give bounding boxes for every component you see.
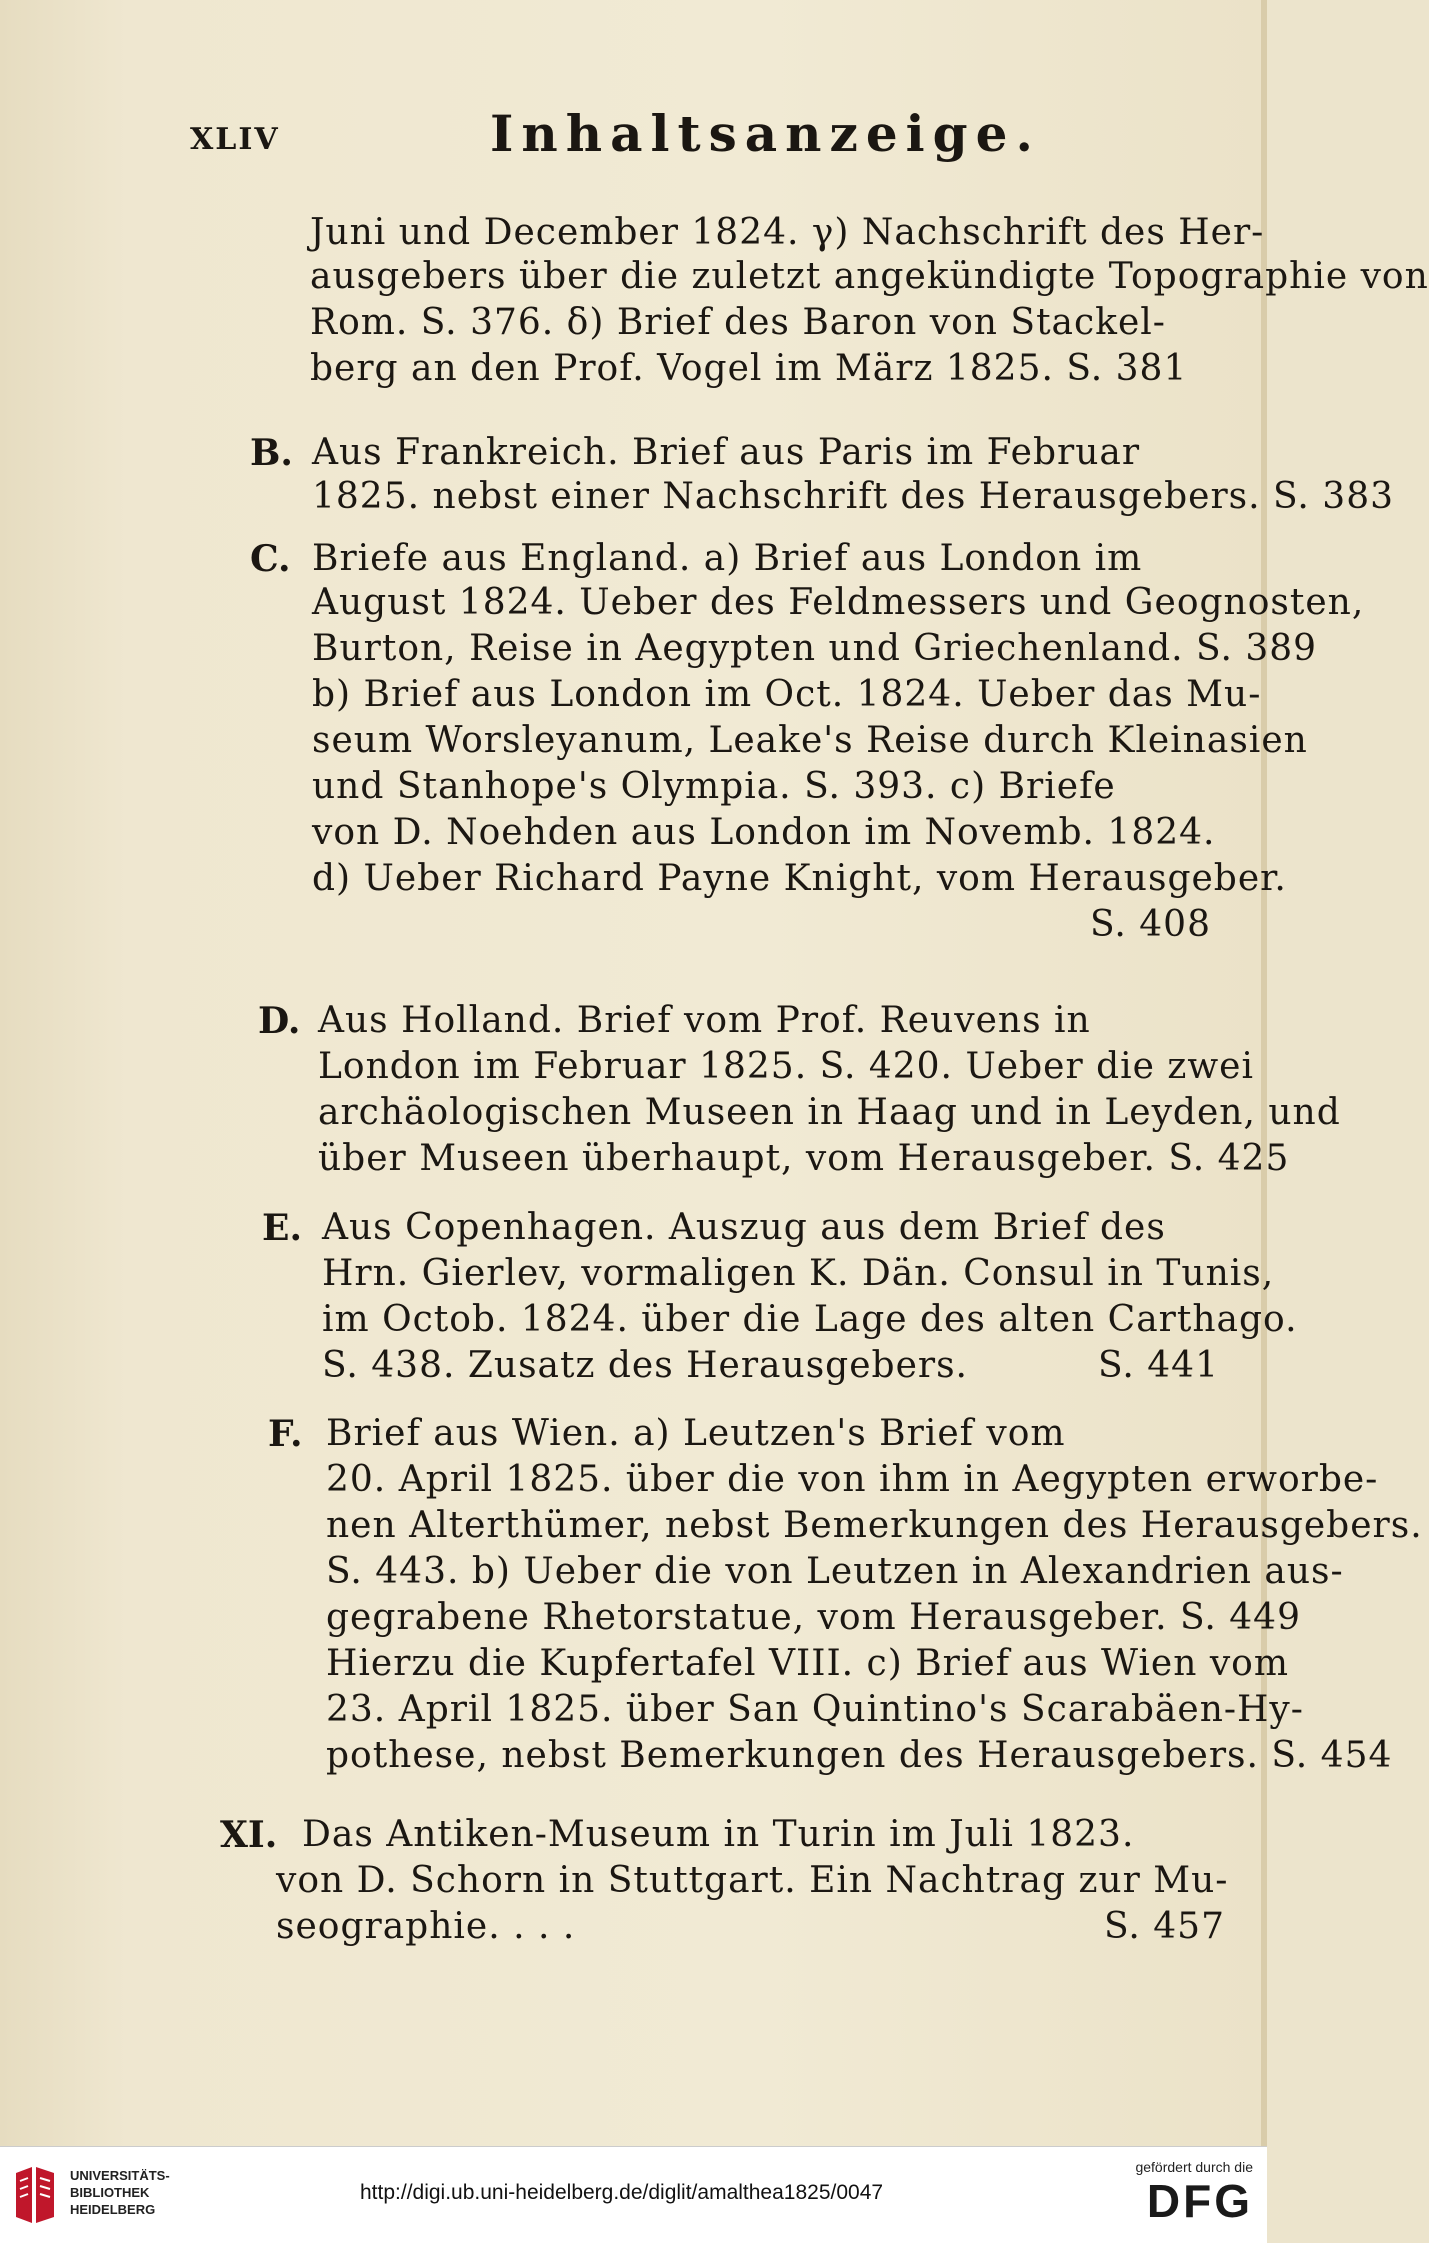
viewer-footer bbox=[0, 2146, 1267, 2243]
text-line: S. 408 bbox=[1090, 904, 1211, 945]
dfg-logo: DFG bbox=[1146, 2175, 1253, 2227]
funder-label: gefördert durch die bbox=[1135, 2159, 1253, 2175]
text-line: über Museen überhaupt, vom Herausgeber. S. 425 bbox=[318, 1138, 1290, 1179]
library-name-line: HEIDELBERG bbox=[70, 2202, 156, 2217]
text-line: von D. Schorn in Stuttgart. Ein Nachtrag zur Mu- bbox=[276, 1860, 1229, 1901]
text-line: 23. April 1825. über San Quintino's Scarabäen-Hy- bbox=[326, 1689, 1304, 1730]
library-name bbox=[70, 2167, 170, 2218]
text-line: nen Alterthümer, nebst Bemerkungen des Herausgebers. bbox=[326, 1505, 1423, 1546]
text-line: S. 441 bbox=[1098, 1345, 1219, 1386]
page-number: XLIV bbox=[190, 122, 280, 157]
text-line: gegrabene Rhetorstatue, vom Herausgeber. S. 449 bbox=[326, 1597, 1301, 1638]
library-name-line: BIBLIOTHEK bbox=[70, 2185, 150, 2200]
text-line: b) Brief aus London im Oct. 1824. Ueber das Mu- bbox=[312, 674, 1262, 715]
text-line: Das Antiken-Museum in Turin im Juli 1823. bbox=[302, 1814, 1135, 1855]
text-line: im Octob. 1824. über die Lage des alten Carthago. bbox=[322, 1299, 1298, 1340]
text-line: und Stanhope's Olympia. S. 393. c) Briefe bbox=[312, 766, 1116, 807]
section-letter-e: E. bbox=[262, 1207, 302, 1249]
page-edge bbox=[1261, 0, 1267, 2146]
text-line: Aus Holland. Brief vom Prof. Reuvens in bbox=[318, 1000, 1091, 1041]
page-header bbox=[190, 104, 1210, 174]
text-line: Aus Frankreich. Brief aus Paris im Februar bbox=[312, 432, 1141, 473]
text-line: pothese, nebst Bemerkungen des Herausgebers. S. 454 bbox=[326, 1735, 1393, 1776]
text-line: ausgebers über die zuletzt angekündigte Topographie von bbox=[310, 256, 1429, 297]
text-line: Brief aus Wien. a) Leutzen's Brief vom bbox=[326, 1413, 1066, 1454]
text-line: Briefe aus England. a) Brief aus London im bbox=[312, 538, 1143, 579]
text-line: berg an den Prof. Vogel im März 1825. S. 381 bbox=[310, 348, 1188, 389]
text-line: August 1824. Ueber des Feldmessers und Geognosten, bbox=[312, 582, 1365, 623]
library-logo-icon bbox=[12, 2165, 58, 2225]
text-line: 1825. nebst einer Nachschrift des Herausgebers. S. 383 bbox=[312, 476, 1395, 517]
text-line: Rom. S. 376. δ) Brief des Baron von Stackel- bbox=[310, 302, 1166, 343]
permalink-url[interactable]: http://digi.ub.uni-heidelberg.de/diglit/amalthea1825/0047 bbox=[360, 2181, 884, 2204]
section-letter-xi: XI. bbox=[220, 1814, 278, 1856]
text-line: von D. Noehden aus London im Novemb. 1824. bbox=[312, 812, 1216, 853]
library-name-line: UNIVERSITÄTS- bbox=[70, 2168, 170, 2183]
text-line: seographie. . . . bbox=[276, 1906, 576, 1947]
text-line: London im Februar 1825. S. 420. Ueber die zwei bbox=[318, 1046, 1254, 1087]
text-line: archäologischen Museen in Haag und in Leyden, und bbox=[318, 1092, 1341, 1133]
text-line: S. 438. Zusatz des Herausgebers. bbox=[322, 1345, 969, 1386]
text-line: S. 457 bbox=[1104, 1906, 1225, 1947]
section-letter-b: B. bbox=[250, 432, 293, 474]
text-line: seum Worsleyanum, Leake's Reise durch Kleinasien bbox=[312, 720, 1308, 761]
section-letter-c: C. bbox=[250, 538, 291, 580]
text-line: Juni und December 1824. γ) Nachschrift des Her- bbox=[310, 212, 1265, 253]
text-line: 20. April 1825. über die von ihm in Aegypten erworbe- bbox=[326, 1459, 1379, 1500]
text-line: Aus Copenhagen. Auszug aus dem Brief des bbox=[322, 1207, 1166, 1248]
section-letter-d: D. bbox=[258, 1000, 301, 1042]
text-line: d) Ueber Richard Payne Knight, vom Herausgeber. bbox=[312, 858, 1287, 899]
text-line: S. 443. b) Ueber die von Leutzen in Alexandrien aus- bbox=[326, 1551, 1344, 1592]
running-title: Inhaltsanzeige. bbox=[490, 104, 1041, 163]
text-line: Hierzu die Kupfertafel VIII. c) Brief aus Wien vom bbox=[326, 1643, 1289, 1684]
section-letter-f: F. bbox=[268, 1413, 303, 1455]
funder-credit bbox=[1135, 2159, 1253, 2227]
text-line: Burton, Reise in Aegypten und Griechenland. S. 389 bbox=[312, 628, 1318, 669]
text-line: Hrn. Gierlev, vormaligen K. Dän. Consul in Tunis, bbox=[322, 1253, 1275, 1294]
